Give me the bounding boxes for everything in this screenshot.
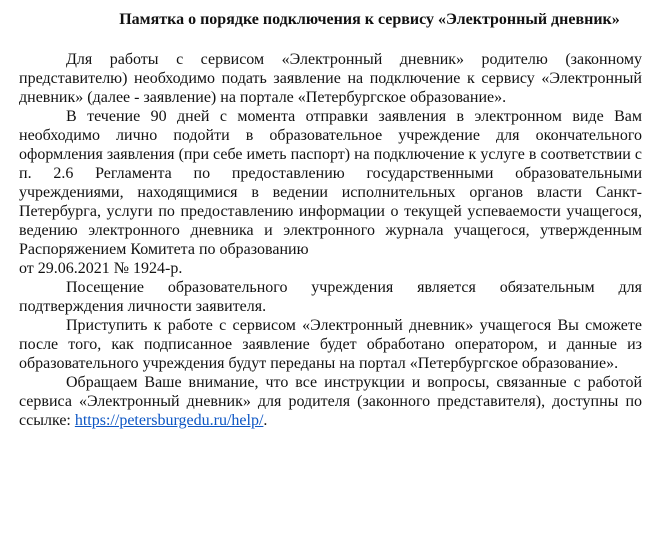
paragraph-start-work: Приступить к работе с сервисом «Электронный дневник» учащегося Вы сможете после того, как подписанное заявление будет обработано оператором, и данные из образовательного учреждения будут переданы на портал «Петербургское образование».	[19, 317, 642, 372]
instructions-text: Обращаем Ваше внимание, что все инструкции и вопросы, связанные с работой сервиса «Электронный дневник» для родителя (законного представителя), доступны по ссылке:	[19, 374, 642, 429]
paragraph-application: Для работы с сервисом «Электронный дневник» родителю (законному представителю) необходимо подать заявление на подключение к сервису «Электронный дневник» (далее - заявление) на портале «Петербургское образование».	[19, 51, 642, 106]
paragraph-visit: Посещение образовательного учреждения является обязательным для подтверждения личности заявителя.	[19, 279, 642, 315]
instructions-end: .	[263, 412, 268, 429]
document	[19, 10, 642, 430]
document-title: Памятка о порядке подключения к сервису «Электронный дневник»	[119, 11, 620, 28]
paragraph-deadline: В течение 90 дней с момента отправки заявления в электронном виде Вам необходимо лично подойти в образовательное учреждение для окончательного оформления заявления (при себе иметь паспорт) на подключение к услуге в соответствии с п. 2.6 Регламента по предоставлению государственными образовательными учреждениями, находящимися в ведении исполнительных органов власти Санкт-Петербурга, услуги по предоставлению информации о текущей успеваемости учащегося, ведению электронного дневника и электронного журнала учащегося, утвержденным Распоряжением Комитета по образованию	[19, 108, 642, 258]
help-link[interactable]: https://petersburgedu.ru/help/	[74, 412, 264, 429]
paragraph-instructions	[19, 373, 642, 430]
paragraph-deadline-date: от 29.06.2021 № 1924-р.	[19, 260, 183, 277]
